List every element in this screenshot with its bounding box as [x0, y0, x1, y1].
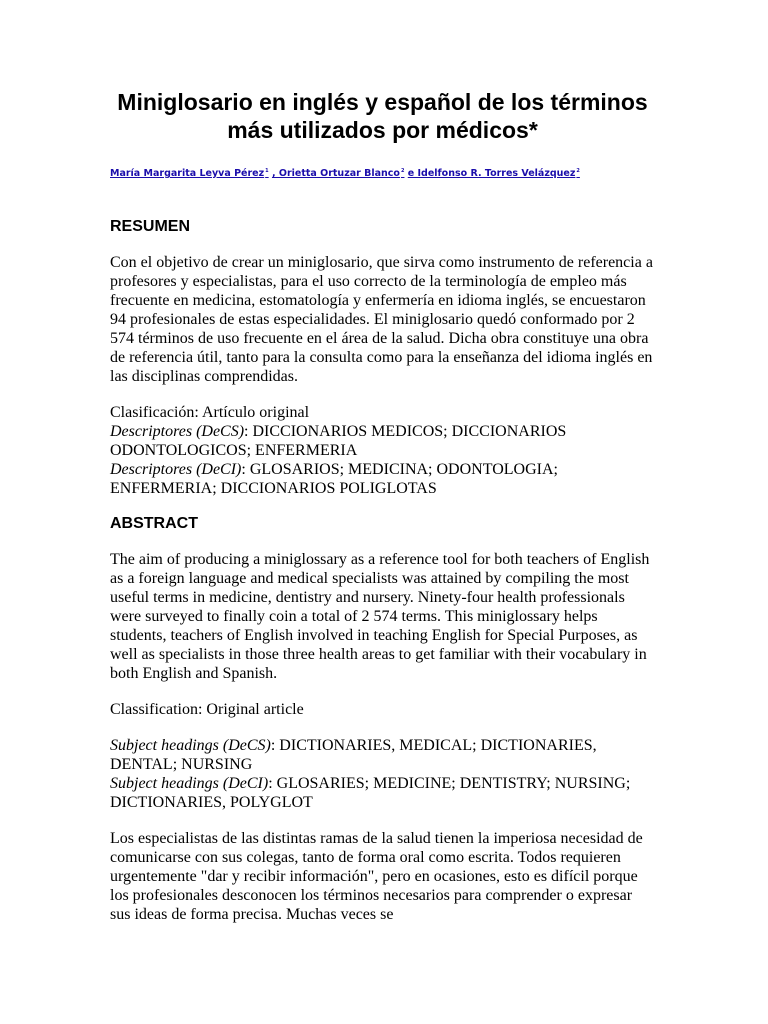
author-link-torres[interactable]: [408, 168, 580, 179]
abstract-heading: ABSTRACT: [110, 515, 198, 532]
article-page: [110, 88, 655, 924]
abstract-deci: [110, 774, 655, 812]
author-name: María Margarita Leyva Pérez: [110, 168, 265, 179]
abstract-metadata: [110, 736, 655, 812]
abstract-body: The aim of producing a miniglossary as a reference tool for both teachers of English as a foreign language and medical specialists was attained by compiling the most useful terms in medicine, dentistry and nursery. Ninety-four health professionals were surveyed to finally coin a total of 2 574 terms. This miniglossary helps students, teachers of English involved in teaching English for Special Purposes, as well as specialists in those three health areas to get familiar with their vocabulary in both English and Spanish.: [110, 551, 650, 682]
author-line: [110, 164, 655, 181]
abstract-classification: Classification: Original article: [110, 701, 304, 718]
author-affiliation-marker: 1: [265, 168, 269, 174]
abstract-decs: [110, 736, 655, 774]
article-title: Miniglosario en inglés y español de los términos más utilizados por médicos*: [117, 89, 648, 143]
decs-value: : DICCIONARIOS MEDICOS; DICCIONARIOS ODONTOLOGICOS; ENFERMERIA: [110, 423, 567, 459]
author-name: , Orietta Ortuzar Blanco: [271, 168, 400, 179]
deci-label: Descriptores (DeCI): [110, 461, 242, 478]
resumen-classification: Clasificación: Artículo original: [110, 404, 310, 421]
subject-headings-deci-label: Subject headings (DeCI): [110, 775, 269, 792]
subject-headings-decs-value: : DICTIONARIES, MEDICAL; DICTIONARIES, DENTAL; NURSING: [110, 737, 597, 773]
resumen-metadata: [110, 403, 655, 498]
subject-headings-decs-label: Subject headings (DeCS): [110, 737, 271, 754]
subject-headings-deci-value: : GLOSARIES; MEDICINE; DENTISTRY; NURSING; DICTIONARIES, POLYGLOT: [110, 775, 631, 811]
author-link-ortuzar[interactable]: [272, 168, 405, 179]
resumen-heading: RESUMEN: [110, 218, 191, 235]
author-affiliation-marker: 2: [576, 168, 580, 174]
author-affiliation-marker: 2: [400, 168, 405, 174]
decs-label: Descriptores (DeCS): [110, 423, 245, 440]
resumen-body: Con el objetivo de crear un miniglosario, que sirva como instrumento de referencia a profesores y especialistas, para el uso correcto de la terminología de empleo más frecuente en medicina, estomatología y enfermería en idioma inglés, se encuestaron 94 profesionales de estas especialidades. El miniglosario quedó conformado por 2 574 términos de uso frecuente en el área de la salud. Dicha obra constituye una obra de referencia útil, tanto para la consulta como para la enseñanza del idioma inglés en las disciplinas comprendidas.: [110, 254, 653, 385]
deci-value: : GLOSARIOS; MEDICINA; ODONTOLOGIA; ENFERMERIA; DICCIONARIOS POLIGLOTAS: [110, 461, 558, 497]
resumen-decs: [110, 422, 655, 460]
author-link-leyva[interactable]: [110, 168, 269, 179]
resumen-deci: [110, 460, 655, 498]
author-name: e Idelfonso R. Torres Velázquez: [407, 168, 576, 179]
introduction-paragraph: Los especialistas de las distintas ramas de la salud tienen la imperiosa necesidad de comunicarse con sus colegas, tanto de forma oral como escrita. Todos requieren urgentemente "dar y recibir información", pero en ocasiones, esto es difícil porque los profesionales desconocen los términos necesarios para comprender o expresar sus ideas de forma precisa. Muchas veces se: [110, 830, 643, 923]
